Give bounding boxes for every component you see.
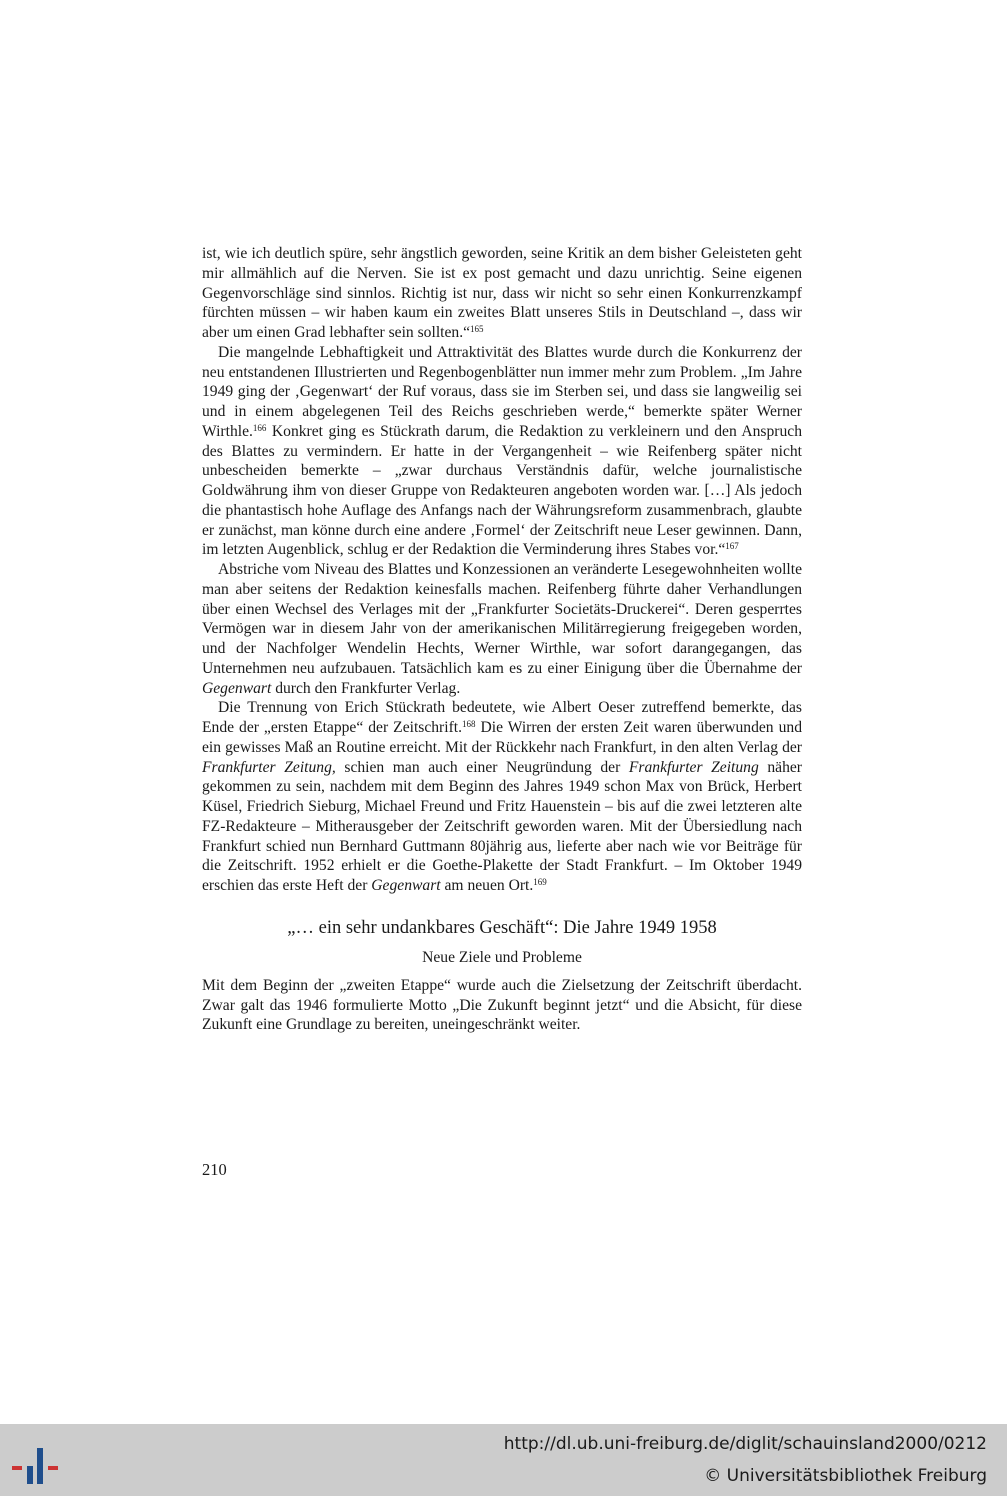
text-run: am neuen Ort.: [440, 877, 534, 894]
italic-title: Frankfurter Zeitung,: [202, 758, 336, 776]
page-text: [202, 244, 802, 1035]
text-run: Abstriche vom Niveau des Blattes und Konzessionen an veränderte Lesegewohnheiten wollte man aber seitens der Redaktion keinesfalls machen. Reifenberg führte daher Verhandlungen über einen Wechsel des Verlages mit der „Frankfurter Societäts-Druckerei“. Deren gesperrtes Vermögen war in diesem Jahr von der amerikanischen Militärregierung freigegeben worden, und der Nachfolger Wendelin Hechts, Werner Wirthle, war sofort darangegangen, das Unternehmen neu aufzubauen. Tatsächlich kam es zu einer Einigung über die Übernahme der: [202, 561, 802, 677]
paragraph: [202, 343, 802, 560]
paragraph: Mit dem Beginn der „zweiten Etappe“ wurde auch die Zielsetzung der Zeitschrift überdacht. Zwar galt das 1946 formulierte Motto „Die Zukunft beginnt jetzt“ und die Absicht, für diese Zukunft eine Grundlage zu bereiten, uneingeschränkt weiter.: [202, 976, 802, 1034]
text-run: ist, wie ich deutlich spüre, sehr ängstlich geworden, seine Kritik an dem bisher Geleisteten geht mir allmählich auf die Nerven. Sie ist ex post gemacht und dazu unrichtig. Seine eigenen Gegenvorschläge sind sinnlos. Richtig ist nur, dass wir nicht so sehr einen Konkurrenzkampf fürchten müssen – wir haben kaum ein zweites Blatt unseres Stils in Deutschland –, dass wir aber um einen Grad lebhafter sein sollten.“: [202, 245, 802, 341]
italic-title: Gegenwart: [202, 679, 272, 697]
page-number: 210: [202, 1160, 227, 1179]
text-run: Die Wirren der ersten Zeit waren überwunden und ein gewisses Maß an Routine erreicht. Mit der Rückkehr nach Frankfurt, in den alten Verlag der: [202, 719, 802, 756]
copyright-notice: © Universitätsbibliothek Freiburg: [704, 1466, 987, 1486]
footnote-ref[interactable]: 169: [533, 877, 547, 887]
footnote-ref[interactable]: 166: [252, 422, 267, 433]
section-heading: „… ein sehr undankbares Geschäft“: Die Jahre 1949 1958: [287, 917, 717, 938]
source-url[interactable]: http://dl.ub.uni-freiburg.de/diglit/schauinsland2000/0212: [503, 1434, 987, 1454]
paragraph: [202, 698, 802, 896]
text-run: Die mangelnde Lebhaftigkeit und Attraktivität des Blattes wurde durch die Konkurrenz der neu entstandenen Illustrierten und Regenbogenblätter nun immer mehr zum Problem. „Im Jahre 1949 ging der ‚Gegenwart‘ der Ruf voraus, dass sie im Sterben sei, und dass sie langweilig sei und in einem abgelegenen Teil des Reichs geschrieben werde,“ bemerkte später Werner Wirthle.: [202, 343, 802, 440]
paragraph: [202, 244, 802, 343]
text-run: durch den Frankfurter Verlag.: [271, 679, 461, 697]
text-run: Konkret ging es Stückrath darum, die Redaktion zu verkleinern und den Anspruch des Blattes zu vermindern. Er hatte in der Vergangenheit – wie Reifenberg später nicht unbescheiden bemerkte – „zwar durchaus Verständnis dafür, welche journalistische Goldwährung ihm von dieser Gruppe von Redakteuren angeboten worden war. […] Als jedoch die phantastisch hohe Auflage des Anfangs nach der Währungsreform zusammenbrach, glaubte er zunächst, man könne durch eine andere ‚Formel‘ der Zeitschrift neue Leser gewinnen. Dann, im letzten Augenblick, schlug er der Redaktion die Verminderung ihres Stabes vor.“: [202, 422, 802, 559]
text-run: näher gekommen zu sein, nachdem mit dem Beginn des Jahres 1949 schon Max von Brück, Herbert Küsel, Friedrich Sieburg, Michael Freund und Fritz Hauenstein – bis auf die zwei letzteren alte FZ-Redakteure – Mitherausgeber der Zeitschrift geworden waren. Mit der Übersiedlung nach Frankfurt schied nun Bernhard Guttmann 80jährig aus, lieferte aber nach wie vor Beiträge für die Zeitschrift. 1952 erhielt er die Goethe-Plakette der Stadt Frankfurt. – Im Oktober 1949 erschien das erste Heft der: [202, 758, 802, 894]
library-logo-icon: [10, 1436, 66, 1486]
italic-title: Frankfurter Zeitung: [628, 758, 759, 776]
footnote-ref[interactable]: 165: [470, 324, 484, 334]
text-run: schien man auch einer Neugründung der: [335, 758, 629, 776]
italic-title: Gegenwart: [371, 877, 441, 894]
paragraph: [202, 560, 802, 698]
section-subheading: Neue Ziele und Probleme: [422, 948, 582, 966]
footnote-ref[interactable]: 168: [462, 719, 476, 729]
footer-bar: [0, 1424, 1007, 1496]
footnote-ref[interactable]: 167: [725, 541, 739, 552]
text-run: Die Trennung von Erich Stückrath bedeutete, wie Albert Oeser zutreffend bemerkte, das Ende der „ersten Etappe“ der Zeitschrift.: [202, 699, 802, 736]
